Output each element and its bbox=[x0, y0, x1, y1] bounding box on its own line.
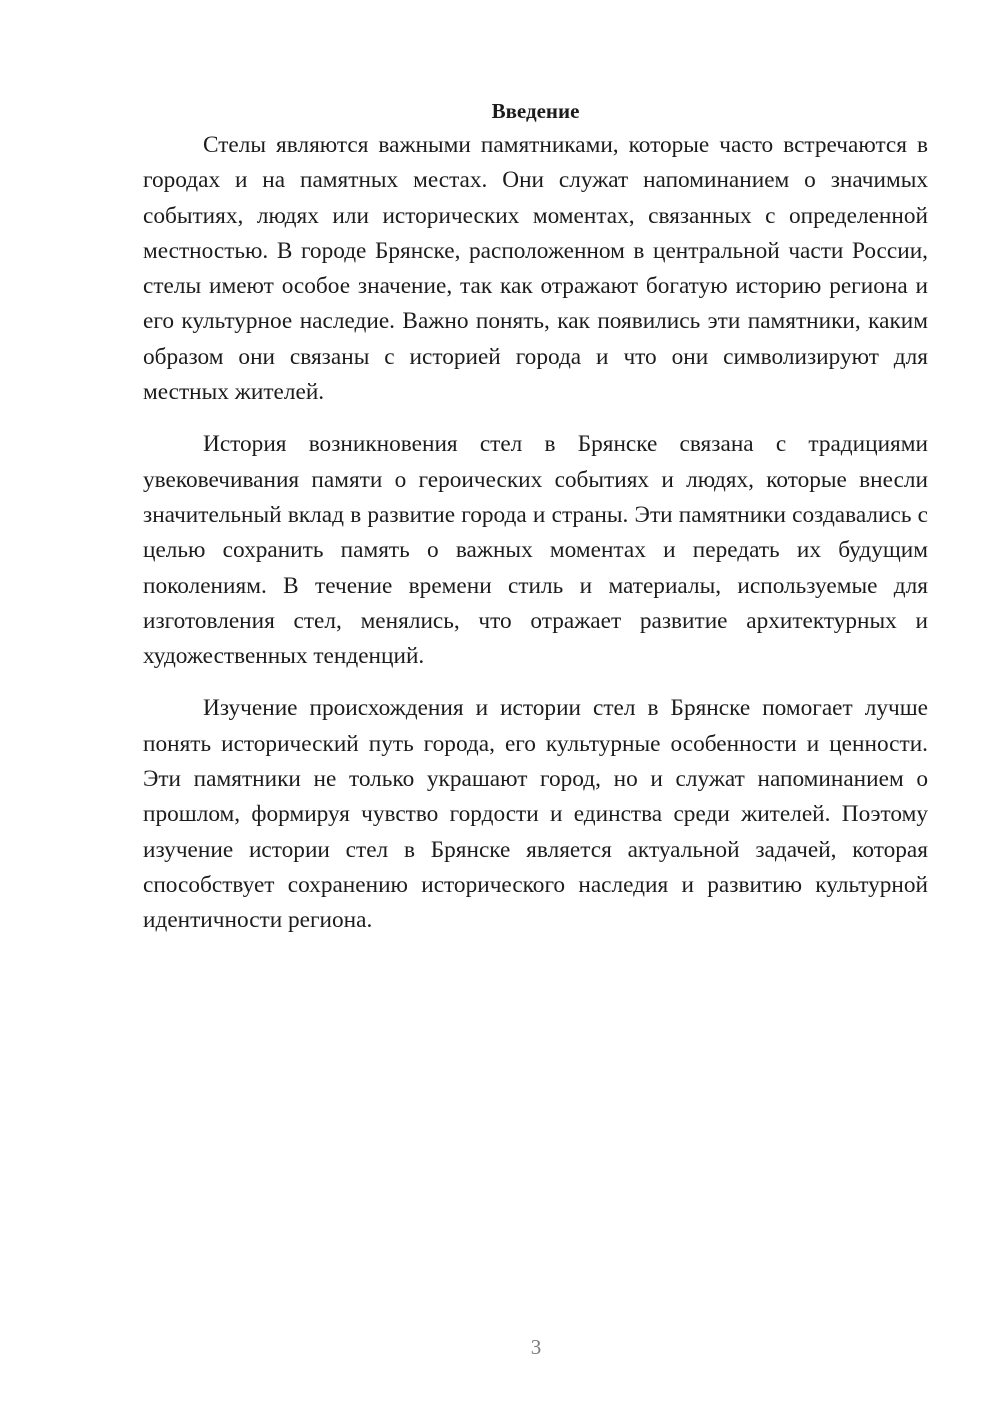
page-number: 3 bbox=[530, 1335, 542, 1359]
page-content bbox=[143, 94, 928, 939]
paragraph: Изучение происхождения и истории стел в Брянске помогает лучше понять исторический путь города, его культурные особенности и ценности. Эти памятники не только украшают город, но и служат напоминанием о прошлом, формируя чувство гордости и единства среди жителей. Поэтому изучение истории стел в Брянске является актуальной задачей, которая способствует сохранению исторического наследия и развитию культурной идентичности региона. bbox=[143, 695, 928, 934]
paragraph: Стелы являются важными памятниками, которые часто встречаются в городах и на памятных местах. Они служат напоминанием о значимых событиях, людях или исторических моментах, связанных с определенной местностью. В городе Брянске, расположенном в центральной части России, стелы имеют особое значение, так как отражают богатую историю региона и его культурное наследие. Важно понять, как появились эти памятники, каким образом они связаны с историей города и что они символизируют для местных жителей. bbox=[143, 132, 928, 406]
section-heading: Введение bbox=[491, 99, 580, 123]
paragraph: История возникновения стел в Брянске связана с традициями увековечивания памяти о героических событиях и людях, которые внесли значительный вклад в развитие города и страны. Эти памятники создавались с целью сохранить память о важных моментах и передать их будущим поколениям. В течение времени стиль и материалы, используемые для изготовления стел, менялись, что отражает развитие архитектурных и художественных тенденций. bbox=[143, 431, 928, 670]
